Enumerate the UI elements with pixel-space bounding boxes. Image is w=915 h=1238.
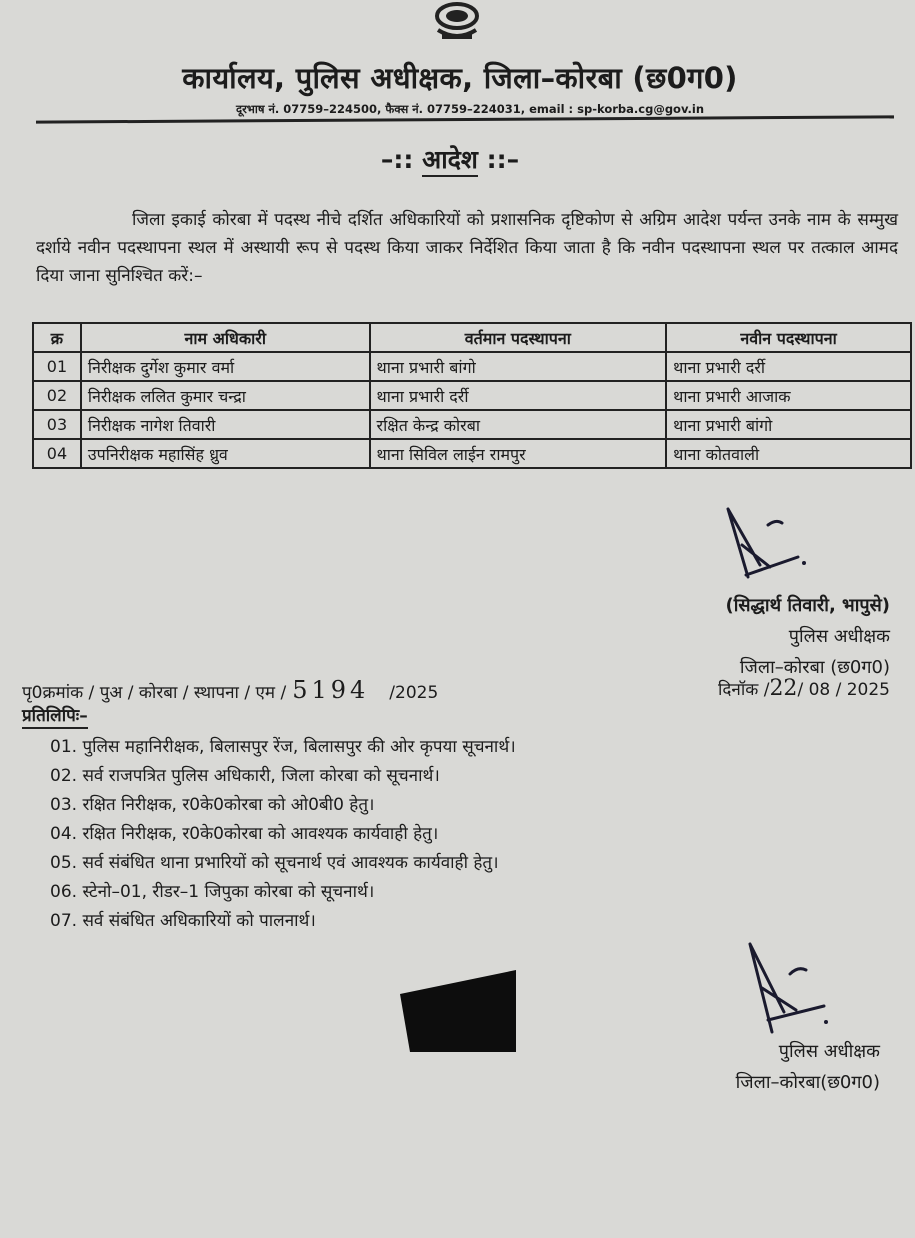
order-heading (300, 142, 600, 176)
redaction-block (400, 970, 516, 1052)
order-heading-title: आदेश (422, 145, 478, 177)
signatory-district: जिला–कोरबा(छ0ग0) (735, 1072, 880, 1093)
reference-line (22, 676, 542, 704)
police-emblem-icon (428, 0, 486, 44)
cell-current: थाना प्रभारी बांगो (370, 352, 667, 381)
copy-label: प्रतिलिपिः– (22, 705, 88, 729)
cell-name: निरीक्षक ललित कुमार चन्द्रा (81, 381, 370, 410)
signatory-name: (सिद्धार्थ तिवारी, भापुसे) (725, 595, 890, 616)
date-rest: / 08 / 2025 (797, 680, 890, 700)
signature-icon (720, 505, 810, 590)
signatory-block-2 (620, 1036, 880, 1098)
cell-new: थाना प्रभारी बांगो (666, 410, 911, 439)
cell-name: उपनिरीक्षक महासिंह ध्रुव (81, 439, 370, 468)
col-header-name: नाम अधिकारी (81, 323, 370, 352)
signatory-designation: पुलिस अधीक्षक (788, 626, 890, 647)
order-heading-left: –:: (380, 145, 414, 174)
cell-new: थाना प्रभारी दर्री (666, 352, 911, 381)
cell-sn: 01 (33, 352, 81, 381)
table-row (33, 381, 911, 410)
cell-sn: 03 (33, 410, 81, 439)
col-header-current: वर्तमान पदस्थापना (370, 323, 667, 352)
col-header-sn: क्र (33, 323, 81, 352)
cell-current: रक्षित केन्द्र कोरबा (370, 410, 667, 439)
date-line (640, 676, 890, 701)
reference-number: 5194 (292, 676, 370, 704)
table-row (33, 410, 911, 439)
table-row (33, 352, 911, 381)
list-item: 03. रक्षित निरीक्षक, र0के0कोरबा को ओ0बी0 हेतु। (50, 795, 375, 815)
date-label: दिनॉक / (717, 680, 770, 700)
list-item: 02. सर्व राजपत्रित पुलिस अधिकारी, जिला कोरबा को सूचनार्थ। (50, 766, 440, 786)
signatory-designation: पुलिस अधीक्षक (778, 1041, 880, 1062)
cell-sn: 04 (33, 439, 81, 468)
postings-table (32, 322, 912, 469)
date-day: 22 (769, 676, 798, 701)
reference-prefix: पृ0क्रमांक / पुअ / कोरबा / स्थापना / एम / (22, 683, 287, 703)
cell-current: थाना सिविल लाईन रामपुर (370, 439, 667, 468)
cell-new: थाना कोतवाली (666, 439, 911, 468)
reference-year: /2025 (389, 683, 439, 703)
intro-paragraph: जिला इकाई कोरबा में पदस्थ नीचे दर्शित अधिकारियों को प्रशासनिक दृष्टिकोण से अग्रिम आदेश पर्यन्त उनके नाम के सम्मुख दर्शाये नवीन पदस्थापना स्थल में अस्थायी रूप से पदस्थ किया जाकर निर्देशित किया जाता है कि नवीन पदस्थापना स्थल पर तत्काल आमद दिया जाना सुनिश्चित करें:– (36, 210, 898, 286)
list-item: 06. स्टेनो–01, रीडर–1 जिपुका कोरबा को सूचनार्थ। (50, 882, 375, 902)
signatory-district: जिला–कोरबा (छ0ग0) (739, 657, 890, 678)
cell-name: निरीक्षक नागेश तिवारी (81, 410, 370, 439)
cell-current: थाना प्रभारी दर्री (370, 381, 667, 410)
contact-line: दूरभाष नं. 07759–224500, फैक्स नं. 07759–224031, email : sp-korba.cg@gov.in (235, 102, 705, 116)
list-item: 07. सर्व संबंधित अधिकारियों को पालनार्थ। (50, 911, 316, 931)
order-heading-right: ::– (486, 145, 520, 174)
cell-new: थाना प्रभारी आजाक (666, 381, 911, 410)
office-title: कार्यालय, पुलिस अधीक्षक, जिला–कोरबा (छ0ग0) (182, 61, 738, 95)
table-row (33, 439, 911, 468)
col-header-new: नवीन पदस्थापना (666, 323, 911, 352)
signature-icon (740, 940, 835, 1035)
cell-sn: 02 (33, 381, 81, 410)
signatory-block (600, 590, 890, 683)
list-item: 01. पुलिस महानिरीक्षक, बिलासपुर रेंज, बिलासपुर की ओर कृपया सूचनार्थ। (50, 737, 516, 757)
list-item: 04. रक्षित निरीक्षक, र0के0कोरबा को आवश्यक कार्यवाही हेतु। (50, 824, 439, 844)
cell-name: निरीक्षक दुर्गेश कुमार वर्मा (81, 352, 370, 381)
table-header-row (33, 323, 911, 352)
copy-list (50, 733, 890, 936)
list-item: 05. सर्व संबंधित थाना प्रभारियों को सूचनार्थ एवं आवश्यक कार्यवाही हेतु। (50, 853, 499, 873)
